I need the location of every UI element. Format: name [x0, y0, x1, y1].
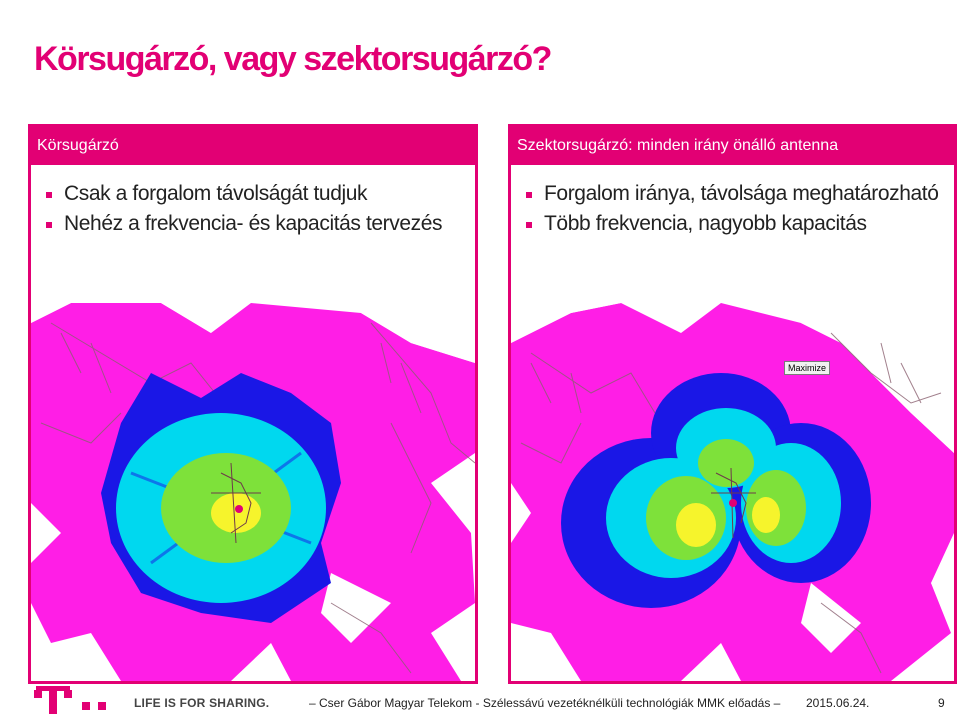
sector-bullet-1: Forgalom iránya, távolsága meghatározható	[544, 179, 948, 209]
sector-panel	[508, 124, 957, 684]
omni-panel	[28, 124, 478, 684]
bullet-square-icon	[526, 222, 532, 228]
telekom-t-logo-icon	[34, 684, 124, 714]
omni-coverage-map-image	[31, 303, 475, 681]
page-number: 9	[938, 696, 945, 710]
omni-coverage-map	[31, 303, 475, 681]
bullet-square-icon	[46, 192, 52, 198]
sector-bullet-list	[511, 165, 954, 239]
omni-bullet-2: Nehéz a frekvencia- és kapacitás tervezés	[64, 209, 469, 239]
footer	[0, 684, 959, 717]
sector-bullet-2: Több frekvencia, nagyobb kapacitás	[544, 209, 948, 239]
omni-bullet-1: Csak a forgalom távolságát tudjuk	[64, 179, 469, 209]
slide-title: Körsugárzó, vagy szektorsugárzó?	[34, 40, 551, 78]
bullet-square-icon	[46, 222, 52, 228]
footer-tagline: LIFE IS FOR SHARING.	[134, 696, 270, 710]
sector-panel-header: Szektorsugárzó: minden irány önálló antenna	[511, 127, 954, 165]
footer-info: – Cser Gábor Magyar Telekom - Szélessávú vezetéknélküli technológiák MMK előadás –	[309, 696, 781, 710]
bullet-square-icon	[526, 192, 532, 198]
sector-coverage-map	[511, 303, 954, 681]
footer-date: 2015.06.24.	[806, 696, 870, 710]
omni-bullet-list	[31, 165, 475, 239]
omni-panel-header: Körsugárzó	[31, 127, 475, 165]
sector-coverage-map-image	[511, 303, 954, 681]
maximize-button[interactable]: Maximize	[784, 361, 830, 375]
